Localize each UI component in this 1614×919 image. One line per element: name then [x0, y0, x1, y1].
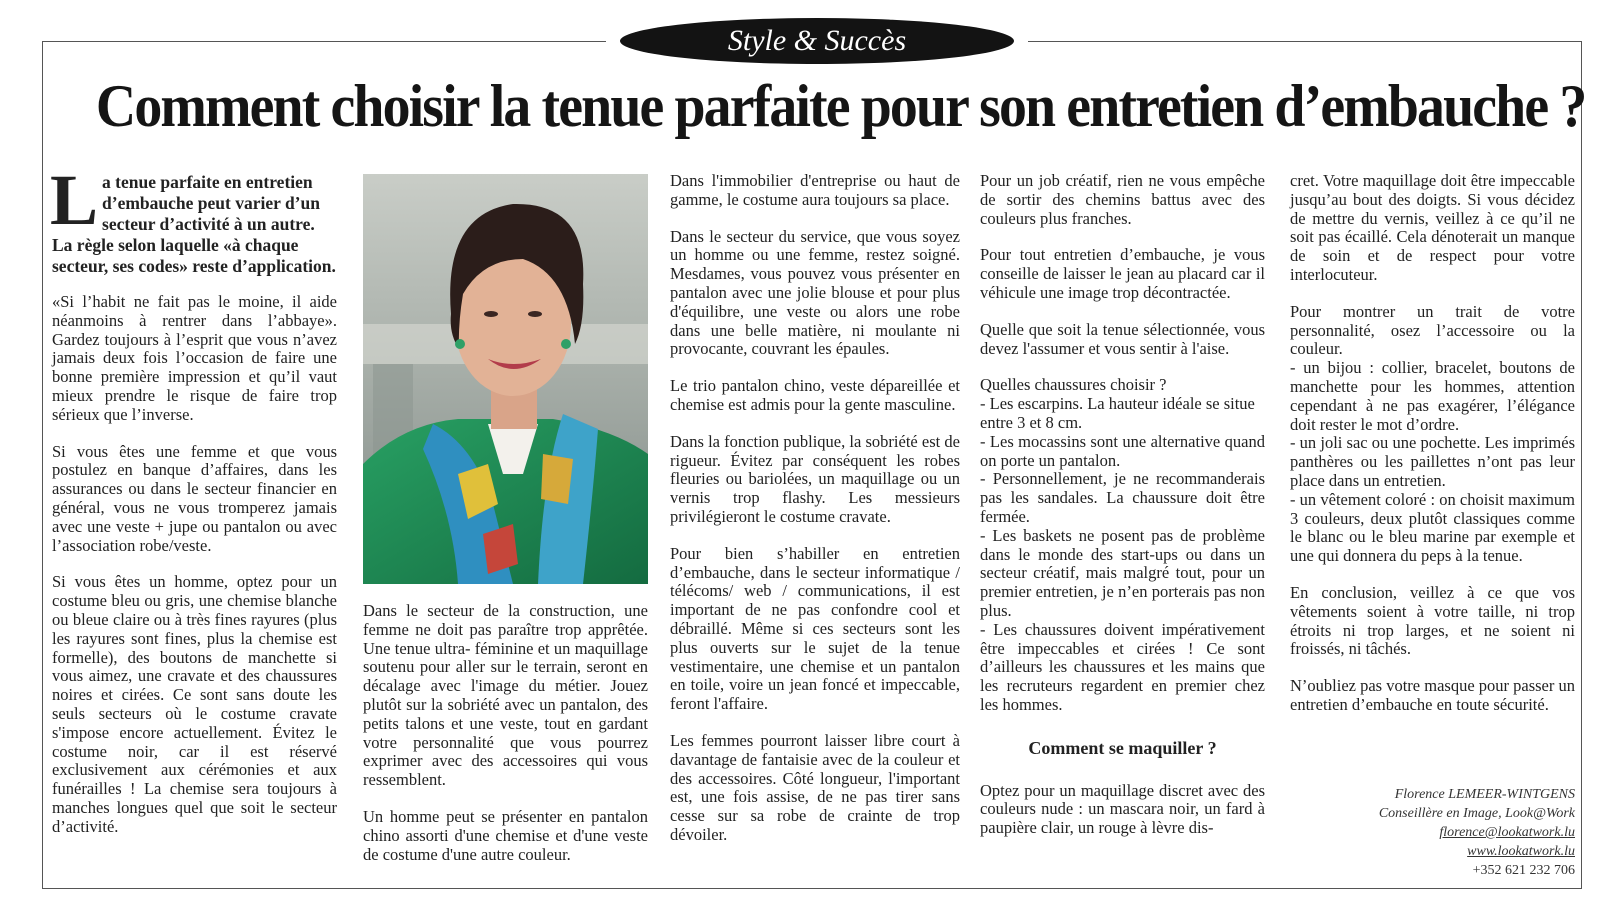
column-4 — [980, 172, 1265, 856]
personality-intro: Pour montrer un trait de votre personnalité, osez l’accessoire ou la couleur. — [1290, 301, 1575, 359]
paragraph: Dans la fonction publique, la sobriété est de rigueur. Évitez par conséquent les robes fleuries ou bariolées, un maquillage ou un vernis trop flashy. Les messieurs privilégieront le costume cravate. — [670, 431, 960, 526]
paragraph: Dans le secteur du service, que vous soyez un homme ou une femme, restez soigné. Mesdames, vous pouvez vous présenter en pantalon avec une jolie blouse et pour plus d'équilibre, une veste ou alors une robe dans une belle matière, ni moulante ni provocante, couvrant les épaules. — [670, 226, 960, 359]
paragraph: cret. Votre maquillage doit être impeccable jusqu’au bout des doigts. Si vous décidez de mettre du vernis, veillez à ce qu’il ne soit pas écaillé. Cela dénoterait un manque de soin et de respect pour votre interlocuteur. — [1290, 171, 1575, 284]
paragraph: Les femmes pourront laisser libre court à davantage de fantaisie avec de la couleur et des accessoires. Côté longueur, l'important est, une fois assise, de ne pas tirer sans cesse sur sa robe de crainte de trop dévoiler. — [670, 730, 960, 844]
personality-item: - un bijou : collier, bracelet, boutons de manchette pour les hommes, attention cependant à ne pas exagérer, l’élégance doit rester le mot d’ordre. — [1290, 358, 1575, 434]
personality-item: - un vêtement coloré : on choisit maximum 3 couleurs, deux plutôt classiques comme le blanc ou le bleu marine par exemple et une qui donnera du peps à la tenue. — [1290, 489, 1575, 566]
paragraph: Un homme peut se présenter en pantalon chino assorti d'une chemise et d'une veste de costume d'une autre couleur. — [363, 806, 648, 864]
shoes-item: - Les mocassins sont une alternative quand on porte un pantalon. — [980, 431, 1265, 470]
shoes-item: - Les escarpins. La hauteur idéale se situe entre 3 et 8 cm. — [980, 394, 1255, 432]
column-1 — [50, 160, 337, 855]
paragraph: Si vous êtes une femme et que vous postulez en banque d’affaires, dans les assurances ou dans le secteur financier en général, vous ne vous tromperez jamais avec une veste + jupe ou pantalon ou avec l’association robe/veste. — [52, 441, 337, 555]
drop-cap: L — [50, 160, 99, 240]
paragraph: Si vous êtes un homme, optez pour un costume bleu ou gris, une chemise blanche ou bleue claire ou à très fines rayures (plus les rayures sont fines, plus la chemise est formelle), des boutons de manchette si vous aimez, une cravate et des chaussures noires et cirées. Ce sont sans doute les seuls secteurs où le costume cravate s'impose encore actuellement. Évitez le costume noir, car il est réservé exclusivement aux cérémonies et aux funérailles ! La chemise sera toujours à manches longues quel que soit le secteur d’activité. — [52, 572, 337, 836]
paragraph: Quelle que soit la tenue sélectionnée, vous devez l'assumer et vous sentir à l'aise. — [980, 319, 1265, 358]
makeup-subhead: Comment se maquiller ? — [1028, 737, 1217, 758]
shoes-item: - Personnellement, je ne recommanderais pas les sandales. La chaussure doit être fermée. — [980, 469, 1265, 526]
paragraph: Pour un job créatif, rien ne vous empêche de sortir des chemins battus avec des couleurs plus franches. — [980, 171, 1265, 228]
column-3 — [670, 172, 960, 863]
author-website-link[interactable]: www.lookatwork.lu — [1467, 844, 1575, 859]
paragraph: Pour bien s’habiller en entretien d’embauche, dans le secteur informatique / télécoms/ web / communications, il est important de ne pas confondre cool et débraillé. Même si ces secteurs sont les plus ouverts sur le sujet de la tenue vestimentaire, une chemise et un pantalon en toile, voire un jean foncé et impeccable, feront l'affaire. — [670, 543, 960, 714]
paragraph: Dans l'immobilier d'entreprise ou haut de gamme, le costume aura toujours sa place. — [670, 171, 960, 209]
lead-paragraph — [50, 160, 337, 277]
portrait-photo — [363, 174, 648, 584]
article-headline: Comment choisir la tenue parfaite pour son entretien d’embauche ? — [95, 73, 1586, 139]
column-2 — [363, 602, 648, 882]
author-name: Florence LEMEER-WINTGENS — [1394, 787, 1575, 802]
shoes-item: - Les baskets ne posent pas de problème dans le monde des start-ups ou dans un secteur créatif, mais malgré tout, pour un premier entretien, je n’en porterais pas non plus. — [980, 525, 1265, 620]
paragraph: Le trio pantalon chino, veste dépareillée et chemise est admis pour la gente masculine. — [670, 376, 960, 414]
author-byline — [1290, 785, 1575, 880]
paragraph: Dans le secteur de la construction, une femme ne doit pas paraître trop apprêtée. Une tenue ultra- féminine et un maquillage soutenu pour aller sur le terrain, seront en décalage avec l'image du métier. Jouez plutôt sur la sobriété avec un pantalon, des petits talons et une veste, tout en gardant votre personnalité que vous pourrez exprimer avec des accessoires qui vous ressemblent. — [363, 601, 648, 790]
author-email-link[interactable]: florence@lookatwork.lu — [1439, 825, 1575, 840]
personality-item: - un joli sac ou une pochette. Les imprimés panthères ou les paillettes n’ont pas leur place dans un entretien. — [1290, 433, 1575, 490]
shoes-item: - Les chaussures doivent impérativement être impeccables et cirées ! Ce sont d’ailleurs les chaussures et les mains que les recruteurs regardent en premier chez les hommes. — [980, 619, 1265, 714]
paragraph: «Si l’habit ne fait pas le moine, il aide néanmoins à rentrer dans l’abbaye». Gardez toujours à l’esprit que vous n’avez jamais deux fois l’occasion de faire une bonne première impression et qu’il vaut mieux prendre le risque de faire trop sérieux que l’inverse. — [52, 292, 337, 424]
lead-text: a tenue parfaite en entretien d’embauche peut varier d’un secteur d’activité à un autre. La règle selon laquelle «à chaque secteur, ses codes» reste d’application. — [52, 172, 336, 276]
paragraph: Pour tout entretien d’embauche, je vous conseille de laisser le jean au placard car il véhicule une image trop décontractée. — [980, 245, 1265, 302]
column-5 — [1290, 172, 1575, 733]
section-banner — [620, 18, 1014, 64]
portrait-illustration — [363, 174, 648, 584]
section-banner-label: Style & Succès — [727, 24, 907, 57]
paragraph: En conclusion, veillez à ce que vos vêtements soient à votre taille, ni trop étroits ni trop larges, et ne soient ni froissés, ni tâchés. — [1290, 582, 1575, 659]
author-role: Conseillère en Image, Look@Work — [1378, 806, 1575, 821]
shoes-title: Quelles chaussures choisir ? — [980, 375, 1167, 395]
author-phone: +352 621 232 706 — [1472, 863, 1575, 878]
paragraph: Optez pour un maquillage discret avec des couleurs nude : un mascara noir, un fard à paupière clair, un rouge à lèvre dis- — [980, 780, 1265, 838]
paragraph: N’oubliez pas votre masque pour passer un entretien d’embauche en toute sécurité. — [1290, 676, 1576, 714]
